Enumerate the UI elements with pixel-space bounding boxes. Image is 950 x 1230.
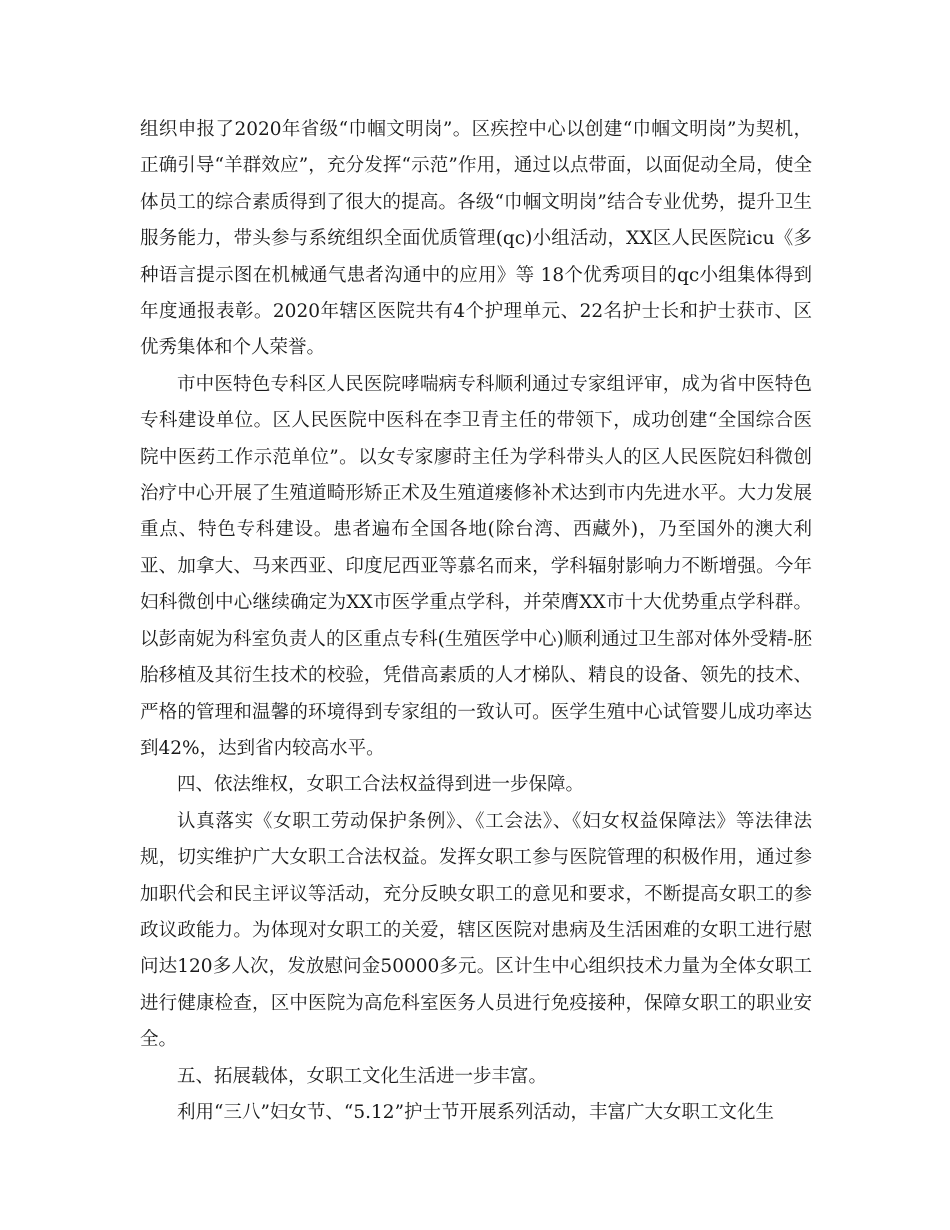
paragraph-continuation: 组织申报了2020年省级“巾帼文明岗”。区疾控中心以创建“巾帼文明岗”为契机，正确引导“羊群效应”，充分发挥“示范”作用，通过以点带面，以面促动全局，使全体员工的综合素质得到了很大的提高。各级“巾帼文明岗”结合专业优势，提升卫生服务能力，带头参与系统组织全面优质管理(qc)小组活动，XX区人民医院icu《多种语言提示图在机械通气患者沟通中的应用》等 18个优秀项目的qc小组集体得到年度通报表彰。2020年辖区医院共有4个护理单元、22名护士长和护士获市、区优秀集体和个人荣誉。 <box>140 119 812 359</box>
document-body <box>140 112 812 1131</box>
section-heading-rights: 四、依法维权，女职工合法权益得到进一步保障。 <box>177 774 585 796</box>
section-heading-culture: 五、拓展载体，女职工文化生活进一步丰富。 <box>177 1065 548 1087</box>
paragraph-rights: 认真落实《女职工劳动保护条例》、《工会法》、《妇女权益保障法》等法律法规，切实维护广大女职工合法权益。发挥女职工参与医院管理的积极作用，通过参加职代会和民主评议等活动，充分反映女职工的意见和要求，不断提高女职工的参政议政能力。为体现对女职工的关爱，辖区医院对患病及生活困难的女职工进行慰问达120多人次，发放慰问金50000多元。区计生中心组织技术力量为全体女职工进行健康检查，区中医院为高危科室医务人员进行免疫接种，保障女职工的职业安全。 <box>140 810 812 1051</box>
paragraph-culture: 利用“三八”妇女节、“5.12”护士节开展系列活动，丰富广大女职工文化生 <box>177 1101 775 1123</box>
paragraph-specialty-departments: 市中医特色专科区人民医院哮喘病专科顺利通过专家组评审，成为省中医特色专科建设单位。区人民医院中医科在李卫青主任的带领下，成功创建“全国综合医院中医药工作示范单位”。以女专家廖莳主任为学科带头人的区人民医院妇科微创治疗中心开展了生殖道畸形矫正术及生殖道瘘修补术达到市内先进水平。大力发展重点、特色专科建设。患者遍布全国各地(除台湾、西藏外)，乃至国外的澳大利亚、加拿大、马来西亚、印度尼西亚等慕名而来，学科辐射影响力不断增强。今年妇科微创中心继续确定为XX市医学重点学科，并荣膺XX市十大优势重点学科群。以彭南妮为科室负责人的区重点专科(生殖医学中心)顺利通过卫生部对体外受精-胚胎移植及其衍生技术的校验，凭借高素质的人才梯队、精良的设备、领先的技术、严格的管理和温馨的环境得到专家组的一致认可。医学生殖中心试管婴儿成功率达到42%，达到省内较高水平。 <box>140 373 812 759</box>
